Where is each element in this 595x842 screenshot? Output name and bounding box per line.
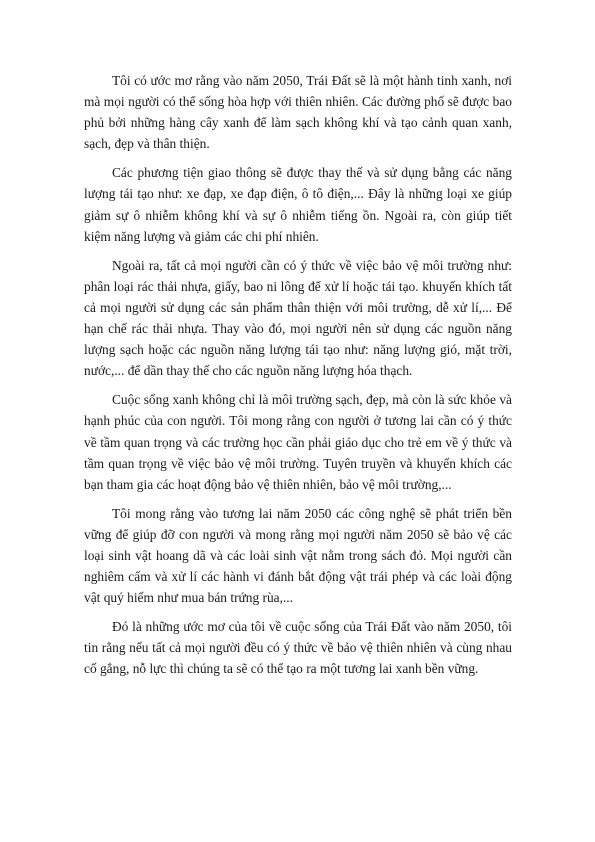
essay-body (84, 70, 512, 688)
paragraph-6: Đó là những ước mơ của tôi về cuộc sống của Trái Đất vào năm 2050, tôi tin rằng nếu tất cả mọi người đều có ý thức về bảo vệ thiên nhiên và cùng nhau cố gắng, nỗ lực thì chúng ta sẽ có thể tạo ra một tương lai xanh bền vững. (84, 619, 512, 677)
paragraph-2: Các phương tiện giao thông sẽ được thay thế và sử dụng bằng các năng lượng tái tạo như: xe đạp, xe đạp điện, ô tô điện,... Đây là những loại xe giúp giảm sự ô nhiễm không khí và sự ô nhiễm tiếng ồn. Ngoài ra, còn giúp tiết kiệm năng lượng và giảm các chi phí nhiên. (84, 165, 512, 244)
paragraph-4: Cuộc sống xanh không chỉ là môi trường sạch, đẹp, mà còn là sức khỏe và hạnh phúc của con người. Tôi mong rằng con người ở tương lai cần có ý thức về tầm quan trọng và các trường học cần phải giáo dục cho trẻ em về ý thức và tầm quan trọng về việc bảo vệ môi trường. Tuyên truyền và khuyến khích các bạn tham gia các hoạt động bảo vệ thiên nhiên, bảo vệ môi trường,... (84, 392, 512, 492)
paragraph-1: Tôi có ước mơ rằng vào năm 2050, Trái Đất sẽ là một hành tinh xanh, nơi mà mọi người có thể sống hòa hợp với thiên nhiên. Các đường phố sẽ được bao phủ bởi những hàng cây xanh để làm sạch không khí và tạo cảnh quan xanh, sạch, đẹp và thân thiện. (84, 73, 512, 152)
paragraph-3: Ngoài ra, tất cả mọi người cần có ý thức về việc bảo vệ môi trường như: phân loại rác thải nhựa, giấy, bao ni lông để xử lí hoặc tái tạo. khuyến khích tất cả mọi người sử dụng các sản phẩm thân thiện với môi trường, dễ xử lí,... Để hạn chế rác thải nhựa. Thay vào đó, mọi người nên sử dụng các nguồn năng lượng sạch hoặc các nguồn năng lượng tái tạo như: năng lượng gió, mặt trời, nước,... để dần thay thế cho các nguồn năng lượng hóa thạch. (84, 257, 512, 379)
paragraph-5: Tôi mong rằng vào tương lai năm 2050 các công nghệ sẽ phát triển bền vững để giúp đỡ con người và mong rằng mọi người năm 2050 sẽ bảo vệ các loại sinh vật hoang dã và các loài sinh vật nằm trong sách đỏ. Mọi người cần nghiêm cấm và xử lí các hành vi đánh bắt động vật trái phép và các loài động vật quý hiếm như mua bán trứng rùa,... (84, 505, 512, 606)
